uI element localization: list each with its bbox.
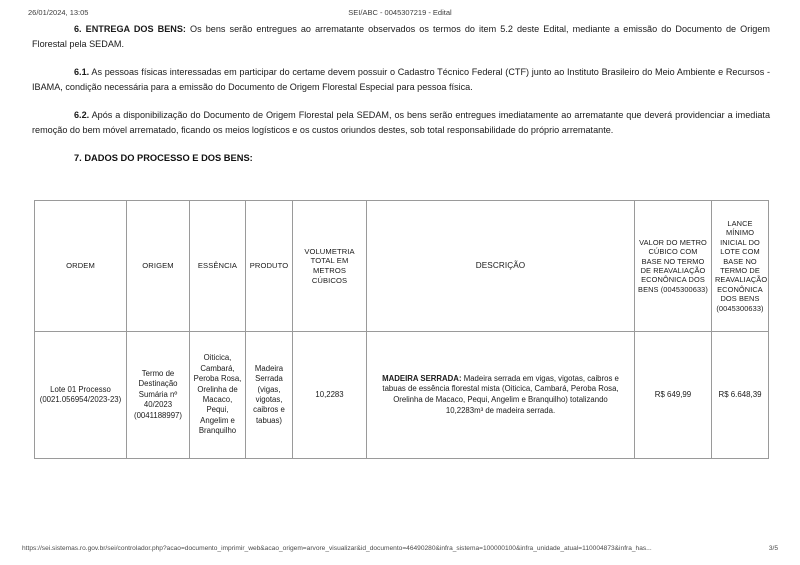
column-header-origem: ORIGEM [127,201,190,332]
document-content [32,22,770,165]
paragraph-6 [32,22,770,51]
header-document-ref: SEI/ABC - 0045307219 - Edital [348,8,452,17]
column-header-essencia: ESSÊNCIA [190,201,246,332]
paragraph-6-1-label: 6.1. [74,67,90,77]
table-header-row [35,201,769,332]
cell-ordem: Lote 01 Processo (0021.056954/2023-23) [35,332,127,459]
cell-volumetria: 10,2283 [293,332,367,459]
paragraph-6-2-text: Após a disponibilização do Documento de Origem Florestal pela SEDAM, os bens serão entregues imediatamente ao arrematante que deverá providenciar a imediata remoção do bem móvel arrematado, ficando os meios logísticos e os custos oriundos destes, sob total responsabilidade do próprio arrematante. [32,110,770,135]
paragraph-6-1 [32,65,770,94]
header-date-time: 26/01/2024, 13:05 [28,8,89,17]
paragraph-6-label: 6. ENTREGA DOS BENS: [74,24,186,34]
column-header-ordem: ORDEM [35,201,127,332]
paragraph-6-2-label: 6.2. [74,110,90,120]
column-header-valor-metro-cubico: VALOR DO METRO CÚBICO COM BASE NO TERMO DE REAVALIAÇÃO ECONÔNICA DOS BENS (0045300633) [635,201,712,332]
table-head [35,201,769,332]
page-footer [0,545,800,557]
bens-table [34,200,769,459]
cell-lance-minimo: R$ 6.648,39 [712,332,769,459]
column-header-descricao: DESCRIÇÃO [367,201,635,332]
cell-descricao-label: MADEIRA SERRADA: [382,373,462,383]
cell-essencia: Oiticica, Cambará, Peroba Rosa, Orelinha de Macaco, Pequi, Angelim e Branquilho [190,332,246,459]
page-header [0,8,800,22]
cell-descricao [367,332,635,459]
bens-table-wrapper [34,200,768,459]
footer-page-number: 3/5 [768,545,778,552]
column-header-produto: PRODUTO [246,201,293,332]
column-header-volumetria: VOLUMETRIA TOTAL EM METROS CÚBICOS [293,201,367,332]
paragraph-6-2 [32,108,770,137]
paragraph-6-text: Os bens serão entregues ao arrematante observados os termos do item 5.2 deste Edital, mediante a emissão do Documento de Origem Florestal pela SEDAM. [32,24,770,49]
table-body [35,332,769,459]
cell-origem: Termo de Destinação Sumária nº 40/2023 (0041188997) [127,332,190,459]
column-header-lance-minimo: LANCE MÍNIMO INICIAL DO LOTE COM BASE NO TERMO DE REAVALIAÇÃO ECONÔNICA DOS BENS (0045300633) [712,201,769,332]
cell-valor-metro-cubico: R$ 649,99 [635,332,712,459]
cell-produto: Madeira Serrada (vigas, vigotas, caibros e tabuas) [246,332,293,459]
section-7-title: 7. DADOS DO PROCESSO E DOS BENS: [74,153,253,163]
footer-url: https://sei.sistemas.ro.gov.br/sei/controlador.php?acao=documento_imprimir_web&acao_origem=arvore_visualizar&id_documento=46490280&infra_sistema=100000100&infra_unidade_atual=110004873&infra_has... [22,545,652,552]
table-row [35,332,769,459]
cell-descricao-text: Madeira serrada em vigas, vigotas, caibros e tabuas de essência florestal mista (Oiticica, Cambará, Peroba Rosa, Orelinha de Macaco, Pequi, Angelim e Branquilho) totalizando 10,2283m³ de madeira serrada. [382,373,619,415]
paragraph-6-1-text: As pessoas físicas interessadas em participar do certame devem possuir o Cadastro Técnico Federal (CTF) junto ao Instituto Brasileiro do Meio Ambiente e Recursos - IBAMA, condição necessária para a emissão do Documento de Origem Florestal Especial para pessoa física. [32,67,770,92]
